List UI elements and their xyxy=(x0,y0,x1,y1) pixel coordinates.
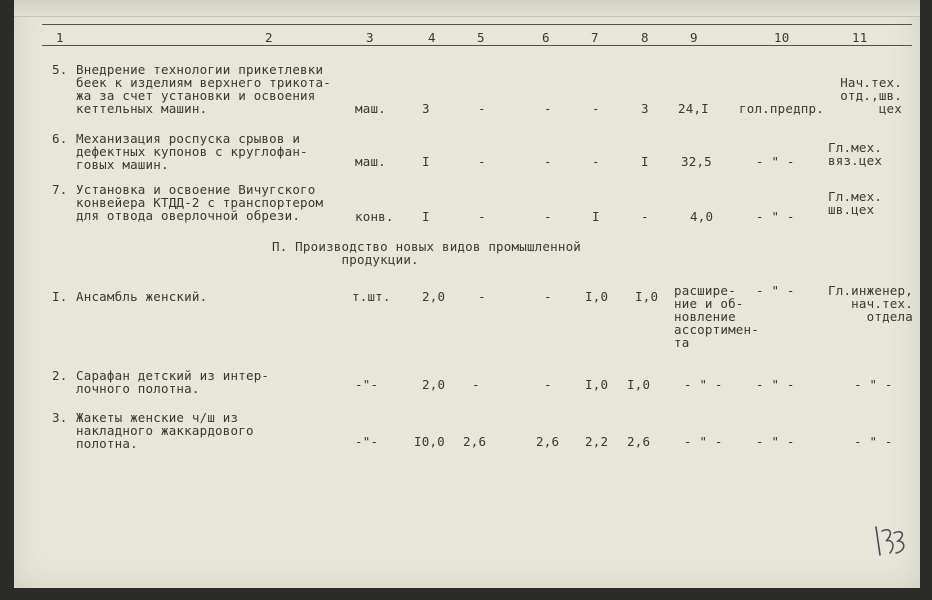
header-top-rule xyxy=(42,24,912,25)
column-header-3: 3 xyxy=(366,30,374,45)
column-header-7: 7 xyxy=(591,30,599,45)
row-number: I. xyxy=(52,289,68,304)
row-col6: 2,6 xyxy=(536,434,560,449)
row-unit: маш. xyxy=(355,101,386,116)
column-header-5: 5 xyxy=(477,30,485,45)
row-col4: I xyxy=(422,154,430,169)
row-description: Установка и освоение Вичугского конвейера КТДД-2 с транспортером для отвода оверлочной обрези. xyxy=(76,182,324,223)
row-col10: - " - xyxy=(756,434,795,449)
row-col8: I,0 xyxy=(635,289,659,304)
row-col6: - xyxy=(544,154,552,169)
row-col5: - xyxy=(478,101,486,116)
row-col7: I,0 xyxy=(585,289,609,304)
row-col9: 32,5 xyxy=(681,154,712,169)
row-col9: - " - xyxy=(684,434,723,449)
column-header-11: 11 xyxy=(852,30,868,45)
row-col11: Гл.мех. вяз.цех xyxy=(828,140,883,168)
row-col7: - xyxy=(592,154,600,169)
row-col10: - " - xyxy=(756,209,795,224)
document-page xyxy=(14,0,920,588)
row-col7: I xyxy=(592,209,600,224)
row-col9: - " - xyxy=(684,377,723,392)
row-col9: 4,0 xyxy=(690,209,714,224)
previous-page-edge xyxy=(14,0,920,17)
row-col10: гол.предпр. xyxy=(739,101,824,116)
row-col5: - xyxy=(478,154,486,169)
row-col5: - xyxy=(478,289,486,304)
row-description: Ансамбль женский. xyxy=(76,289,208,304)
row-description: Внедрение технологии прикетлевки беек к изделиям верхнего трикота- жа за счет установки и освоения кеттельных машин. xyxy=(76,62,331,116)
row-col4: I0,0 xyxy=(414,434,445,449)
row-col4: 2,0 xyxy=(422,289,446,304)
row-col8: I xyxy=(641,154,649,169)
column-header-10: 10 xyxy=(774,30,790,45)
row-col8: - xyxy=(641,209,649,224)
row-col11: Нач.тех. отд.,шв. цех xyxy=(840,75,902,116)
row-number: 7. xyxy=(52,182,68,197)
column-header-6: 6 xyxy=(542,30,550,45)
row-unit: -"- xyxy=(355,377,379,392)
row-col11: Гл.инженер, нач.тех. отдела xyxy=(828,283,913,324)
row-col9: 24,I xyxy=(678,101,709,116)
column-header-1: 1 xyxy=(56,30,64,45)
row-col6: - xyxy=(544,101,552,116)
row-number: 2. xyxy=(52,368,68,383)
row-col8: 2,6 xyxy=(627,434,651,449)
row-col10: - " - xyxy=(756,154,795,169)
row-unit: т.шт. xyxy=(352,289,391,304)
row-number: 5. xyxy=(52,62,68,77)
row-col4: I xyxy=(422,209,430,224)
row-unit: -"- xyxy=(355,434,379,449)
header-bottom-rule xyxy=(42,45,912,46)
row-col6: - xyxy=(544,377,552,392)
row-col10: - " - xyxy=(756,283,795,298)
row-col6: - xyxy=(544,209,552,224)
section-title: П. Производство новых видов промышленной продукции. xyxy=(272,239,582,267)
column-header-9: 9 xyxy=(690,30,698,45)
row-col4: 3 xyxy=(422,101,430,116)
row-col11: Гл.мех. шв.цех xyxy=(828,189,883,217)
row-col5: - xyxy=(478,209,486,224)
row-col5: - xyxy=(472,377,480,392)
row-col11: - " - xyxy=(854,377,893,392)
handwritten-page-number xyxy=(870,523,910,559)
row-col7: - xyxy=(592,101,600,116)
row-col7: I,0 xyxy=(585,377,609,392)
row-description: Жакеты женские ч/ш из накладного жаккардового полотна. xyxy=(76,410,254,451)
row-col4: 2,0 xyxy=(422,377,446,392)
row-unit: маш. xyxy=(355,154,386,169)
row-col7: 2,2 xyxy=(585,434,609,449)
column-header-4: 4 xyxy=(428,30,436,45)
row-number: 6. xyxy=(52,131,68,146)
row-col5: 2,6 xyxy=(463,434,487,449)
row-col10: - " - xyxy=(756,377,795,392)
row-number: 3. xyxy=(52,410,68,425)
row-col11: - " - xyxy=(854,434,893,449)
row-col9: расшире- ние и об- новление ассортимен- та xyxy=(674,283,759,350)
column-header-8: 8 xyxy=(641,30,649,45)
row-col8: 3 xyxy=(641,101,649,116)
row-unit: конв. xyxy=(355,209,394,224)
column-header-2: 2 xyxy=(265,30,273,45)
row-col8: I,0 xyxy=(627,377,651,392)
row-description: Сарафан детский из интер- лочного полотна. xyxy=(76,368,270,396)
row-col6: - xyxy=(544,289,552,304)
row-description: Механизация роспуска срывов и дефектных купонов с круглофан- говых машин. xyxy=(76,131,308,172)
